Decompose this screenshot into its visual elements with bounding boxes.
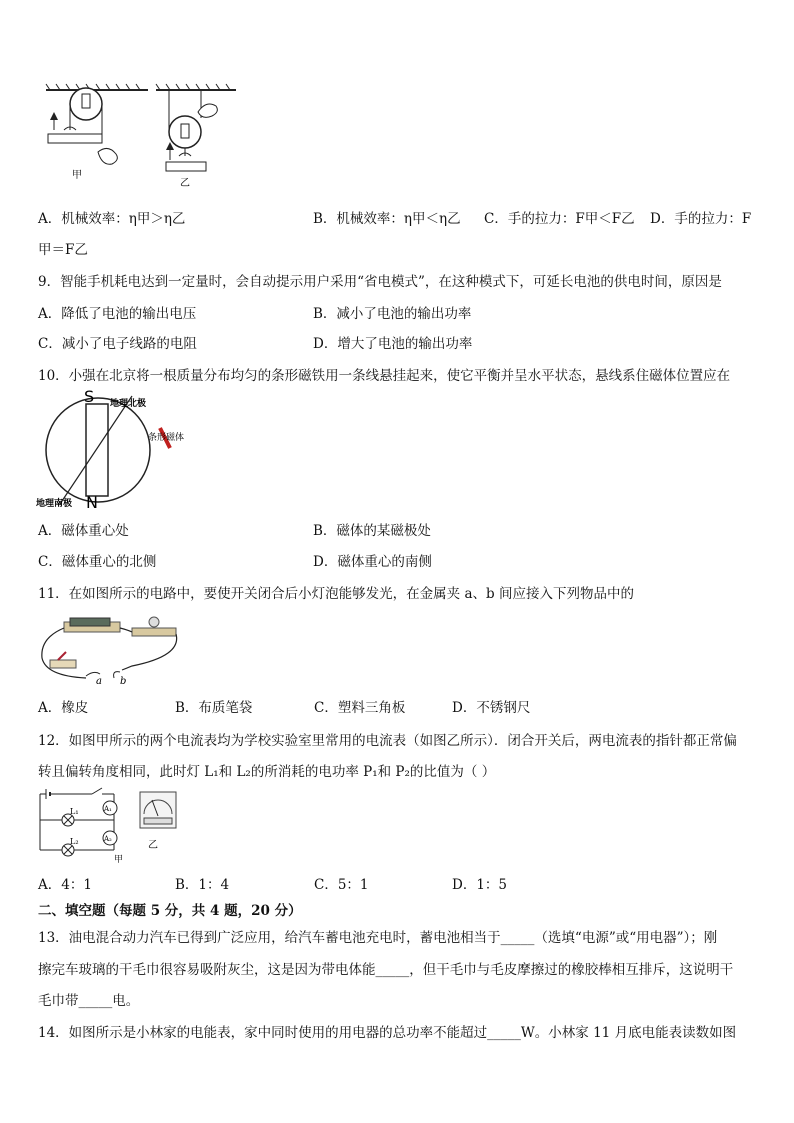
q9-option-c: C．减小了电子线路的电阻 bbox=[38, 336, 197, 352]
q13-line3: 毛巾带_____电。 bbox=[38, 993, 140, 1009]
clip-b-label: b bbox=[120, 676, 127, 686]
q14-line1: 14．如图所示是小林家的电能表，家中同时使用的用电器的总功率不能超过_____W。小林家 11 月底电能表读数如图 bbox=[38, 1025, 737, 1041]
ammeter-figure bbox=[36, 786, 186, 864]
q8-option-d: D．手的拉力：F bbox=[650, 211, 752, 227]
q9-option-a: A．降低了电池的输出电压 bbox=[38, 306, 197, 322]
q12-option-b: B．1：4 bbox=[175, 877, 230, 893]
q8-option-b: B．机械效率：η甲＜η乙 bbox=[313, 211, 461, 227]
pulley-figure bbox=[38, 82, 248, 190]
q10-stem: 10．小强在北京将一根质量分布均匀的条形磁铁用一条线悬挂起来，使它平衡并呈水平状态，悬线系住磁体位置应在 bbox=[38, 368, 731, 384]
q8-option-c: C．手的拉力：F甲＜F乙 bbox=[484, 211, 635, 227]
geo-south-label: 地理南极 bbox=[36, 499, 73, 509]
lamp-l2-label: L₂ bbox=[70, 837, 79, 846]
q9-option-b: B．减小了电池的输出功率 bbox=[313, 306, 472, 322]
q11-option-d: D．不锈钢尺 bbox=[452, 700, 531, 716]
q12-option-d: D．1：5 bbox=[452, 877, 508, 893]
q10-option-a: A．磁体重心处 bbox=[38, 523, 129, 539]
section-heading: 二、填空题（每题 5 分，共 4 题，20 分） bbox=[38, 903, 302, 919]
circuit-jia-label: 甲 bbox=[114, 855, 124, 864]
q13-line2: 擦完车玻璃的干毛巾很容易吸附灰尘，这是因为带电体能_____，但干毛巾与毛皮摩擦过的橡胶棒相互排斥，这说明干 bbox=[38, 962, 734, 978]
geo-north-label: 地理北极 bbox=[110, 399, 147, 409]
q11-option-b: B．布质笔袋 bbox=[175, 700, 253, 716]
ammeter-a2-label: A₂ bbox=[104, 835, 112, 843]
bar-magnet-label: 条形磁体 bbox=[148, 433, 185, 443]
q10-option-d: D．磁体重心的南侧 bbox=[313, 554, 432, 570]
ammeter-a1-label: A₁ bbox=[104, 805, 112, 813]
q12-stem-line1: 12．如图甲所示的两个电流表均为学校实验室里常用的电流表（如图乙所示）．闭合开关后，两电流表的指针都正常偏 bbox=[38, 733, 737, 749]
q12-option-c: C．5：1 bbox=[314, 877, 369, 893]
lamp-l1-label: L₁ bbox=[70, 807, 79, 816]
q13-line1: 13．油电混合动力汽车已得到广泛应用，给汽车蓄电池充电时，蓄电池相当于_____（选填“电源”或“用电器”）；刚 bbox=[38, 930, 718, 946]
q8-option-d-cont: 甲＝F乙 bbox=[38, 242, 88, 258]
magnet-figure bbox=[36, 388, 196, 510]
q8-option-a: A．机械效率：η甲＞η乙 bbox=[38, 211, 186, 227]
magnet-s-label: S bbox=[84, 388, 95, 406]
q12-stem-line2: 转且偏转角度相同，此时灯 L₁和 L₂的所消耗的电功率 P₁和 P₂的比值为（ ） bbox=[38, 764, 496, 780]
q9-option-d: D．增大了电池的输出功率 bbox=[313, 336, 473, 352]
q10-option-b: B．磁体的某磁极处 bbox=[313, 523, 431, 539]
magnet-n-label: N bbox=[86, 493, 98, 510]
pulley-jia-label: 甲 bbox=[72, 170, 82, 181]
q12-option-a: A．4：1 bbox=[38, 877, 92, 893]
q10-option-c: C．磁体重心的北侧 bbox=[38, 554, 157, 570]
q11-option-a: A．橡皮 bbox=[38, 700, 89, 716]
q11-stem: 11．在如图所示的电路中，要使开关闭合后小灯泡能够发光，在金属夹 a、b 间应接入下列物品中的 bbox=[38, 586, 634, 602]
q11-option-c: C．塑料三角板 bbox=[314, 700, 406, 716]
circuit-figure bbox=[36, 614, 186, 686]
clip-a-label: a bbox=[96, 676, 102, 686]
ammeter-yi-label: 乙 bbox=[148, 840, 158, 851]
pulley-yi-label: 乙 bbox=[180, 178, 190, 189]
q9-stem: 9．智能手机耗电达到一定量时，会自动提示用户采用“省电模式”，在这种模式下，可延长电池的供电时间，原因是 bbox=[38, 274, 722, 290]
